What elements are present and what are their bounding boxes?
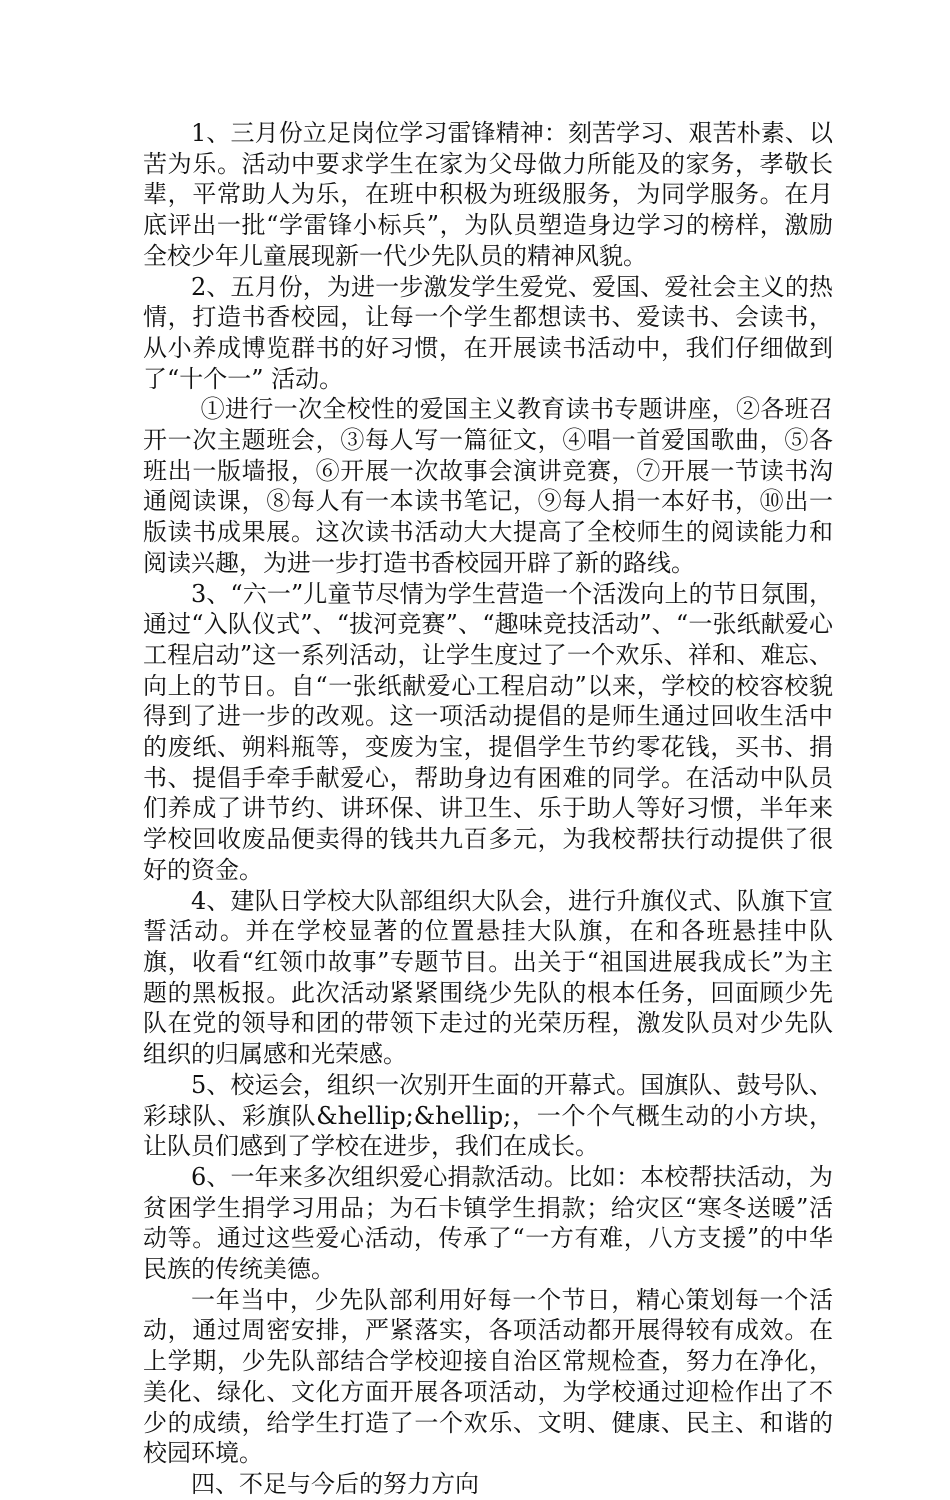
paragraph-year-summary: 一年当中，少先队部利用好每一个节日，精心策划每一个活动，通过周密安排，严紧落实，各项活动都开展得较有成效。在上学期，少先队部结合学校迎接自治区常规检查，努力在净化，美化、绿化、文化方面开展各项活动，为学校通过迎检作出了不少的成绩，给学生打造了一个欢乐、文明、健康、民主、和谐的校园环境。 bbox=[143, 1285, 833, 1468]
paragraph-founding-day: 4、建队日学校大队部组织大队会，进行升旗仪式、队旗下宣誓活动。并在学校显著的位置悬挂大队旗，在和各班悬挂中队旗，收看“红领巾故事”专题节目。出关于“祖国进展我成长”为主题的黑板报。此次活动紧紧围绕少先队的根本任务，回面顾少先队在党的领导和团的带领下走过的光荣历程，激发队员对少先队组织的归属感和光荣感。 bbox=[143, 886, 833, 1069]
paragraph-ten-ones-list: ①进行一次全校性的爱国主义教育读书专题讲座，②各班召开一次主题班会，③每人写一篇征文，④唱一首爱国歌曲，⑤各班出一版墙报，⑥开展一次故事会演讲竞赛，⑦开展一节读书沟通阅读课，⑧每人有一本读书笔记，⑨每人捐一本好书，⑩出一版读书成果展。这次读书活动大大提高了全校师生的阅读能力和阅读兴趣，为进一步打造书香校园开辟了新的路线。 bbox=[143, 395, 833, 577]
paragraph-may-reading: 2、五月份，为进一步激发学生爱党、爱国、爱社会主义的热情，打造书香校园，让每一个学生都想读书、爱读书、会读书，从小养成博览群书的好习惯，在开展读书活动中，我们仔细做到了“十个一” 活动。 bbox=[143, 272, 833, 393]
section-heading-shortcomings: 四、不足与今后的努力方向 bbox=[191, 1469, 479, 1498]
paragraph-childrens-day: 3、“六一”儿童节尽情为学生营造一个活泼向上的节日氛围，通过“入队仪式”、“拔河竞赛”、“趣味竞技活动”、“一张纸献爱心工程启动”这一系列活动，让学生度过了一个欢乐、祥和、难忘、向上的节日。自“一张纸献爱心工程启动”以来，学校的校容校貌得到了进一步的改观。这一项活动提倡的是师生通过回收生活中的废纸、朔料瓶等，变废为宝，提倡学生节约零花钱，买书、捐书、提倡手牵手献爱心，帮助身边有困难的同学。在活动中队员们养成了讲节约、讲环保、讲卫生、乐于助人等好习惯，半年来学校回收废品便卖得的钱共九百多元，为我校帮扶行动提供了很好的资金。 bbox=[143, 579, 833, 884]
paragraph-donations: 6、一年来多次组织爱心捐款活动。比如：本校帮扶活动，为贫困学生捐学习用品；为石卡镇学生捐款；给灾区“寒冬送暖”活动等。通过这些爱心活动，传承了“一方有难，八方支援”的中华民族的传统美德。 bbox=[143, 1162, 833, 1284]
document-page bbox=[143, 118, 833, 1500]
paragraph-sports-meet: 5、校运会，组织一次别开生面的开幕式。国旗队、鼓号队、彩球队、彩旗队&hellip;&hellip;，一个个气概生动的小方块，让队员们感到了学校在进步，我们在成长。 bbox=[143, 1070, 833, 1161]
paragraph-march-lei-feng: 1、三月份立足岗位学习雷锋精神：刻苦学习、艰苦朴素、以苦为乐。活动中要求学生在家为父母做力所能及的家务，孝敬长辈，平常助人为乐，在班中积极为班级服务，为同学服务。在月底评出一批“学雷锋小标兵”，为队员塑造身边学习的榜样，激励全校少年儿童展现新一代少先队员的精神风貌。 bbox=[143, 119, 833, 270]
